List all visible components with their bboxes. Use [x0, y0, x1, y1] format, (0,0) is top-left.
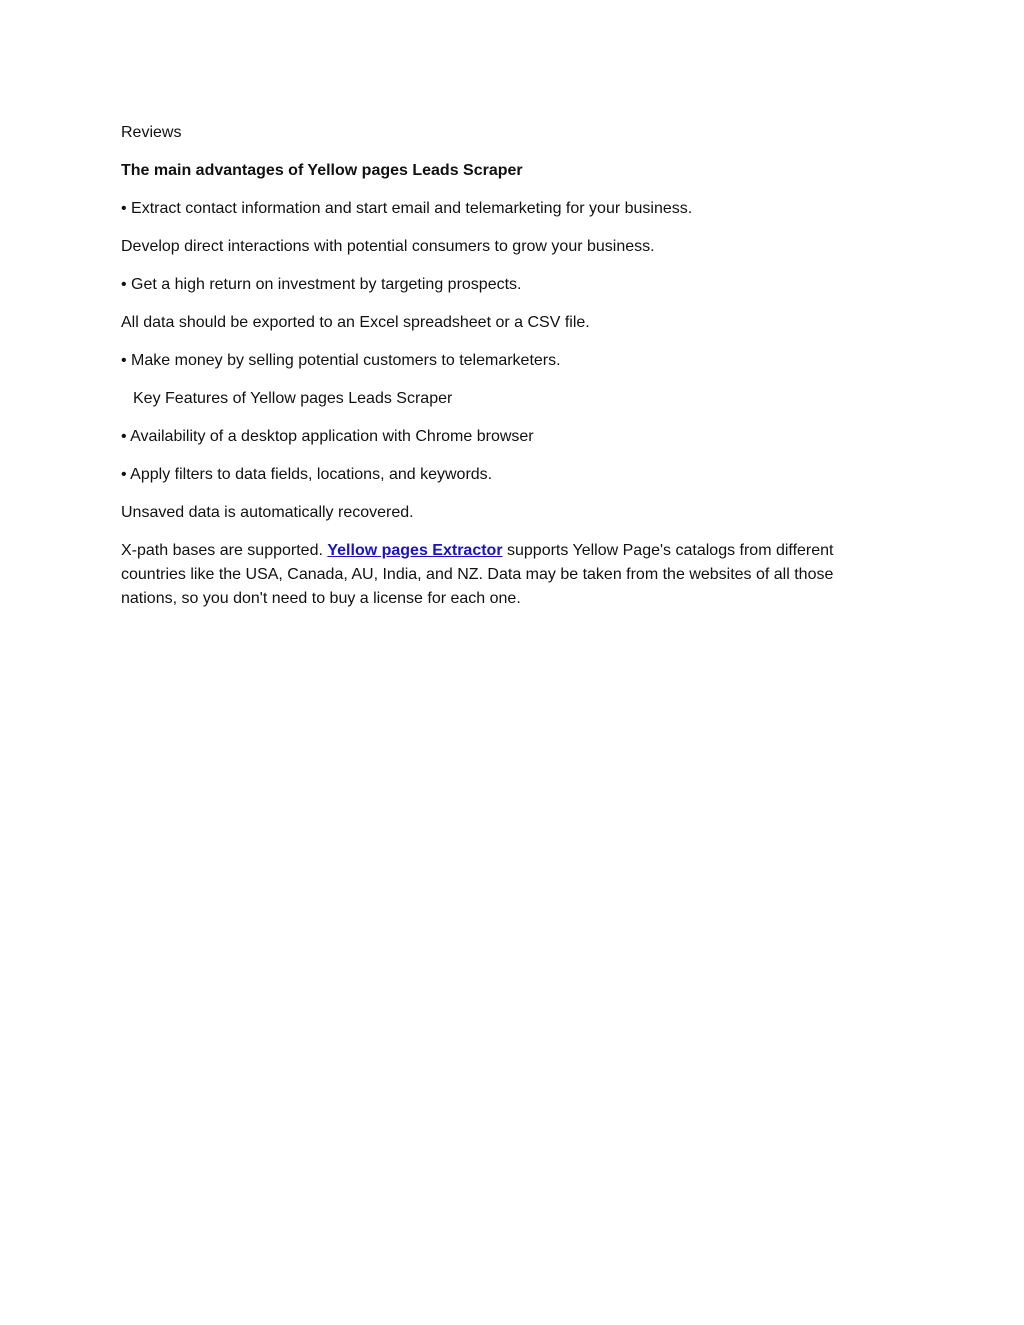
- advantage-line-3: • Get a high return on investment by targeting prospects.: [121, 276, 522, 293]
- advantage-line-1: • Extract contact information and start email and telemarketing for your business.: [121, 200, 693, 217]
- final-paragraph-before-link: X-path bases are supported.: [121, 542, 328, 559]
- final-paragraph: [121, 539, 881, 611]
- reviews-label: Reviews: [121, 124, 182, 141]
- feature-line-3: Unsaved data is automatically recovered.: [121, 504, 414, 521]
- advantages-heading: The main advantages of Yellow pages Leads Scraper: [121, 162, 523, 179]
- advantage-line-2: Develop direct interactions with potential consumers to grow your business.: [121, 238, 655, 255]
- advantage-line-5: • Make money by selling potential customers to telemarketers.: [121, 352, 561, 369]
- features-heading: Key Features of Yellow pages Leads Scraper: [133, 390, 453, 407]
- feature-line-2: • Apply filters to data fields, locations, and keywords.: [121, 466, 493, 483]
- yellow-pages-extractor-link[interactable]: Yellow pages Extractor: [327, 542, 503, 559]
- feature-line-1: • Availability of a desktop application with Chrome browser: [121, 428, 534, 445]
- advantage-line-4: All data should be exported to an Excel spreadsheet or a CSV file.: [121, 314, 590, 331]
- final-paragraph-after-link: supports Yellow Page's catalogs from different countries like the USA, Canada, AU, India, and NZ. Data may be taken from the websites of all those nations, so you don't need to buy a license for each one.: [121, 542, 834, 607]
- document-content: [121, 121, 881, 625]
